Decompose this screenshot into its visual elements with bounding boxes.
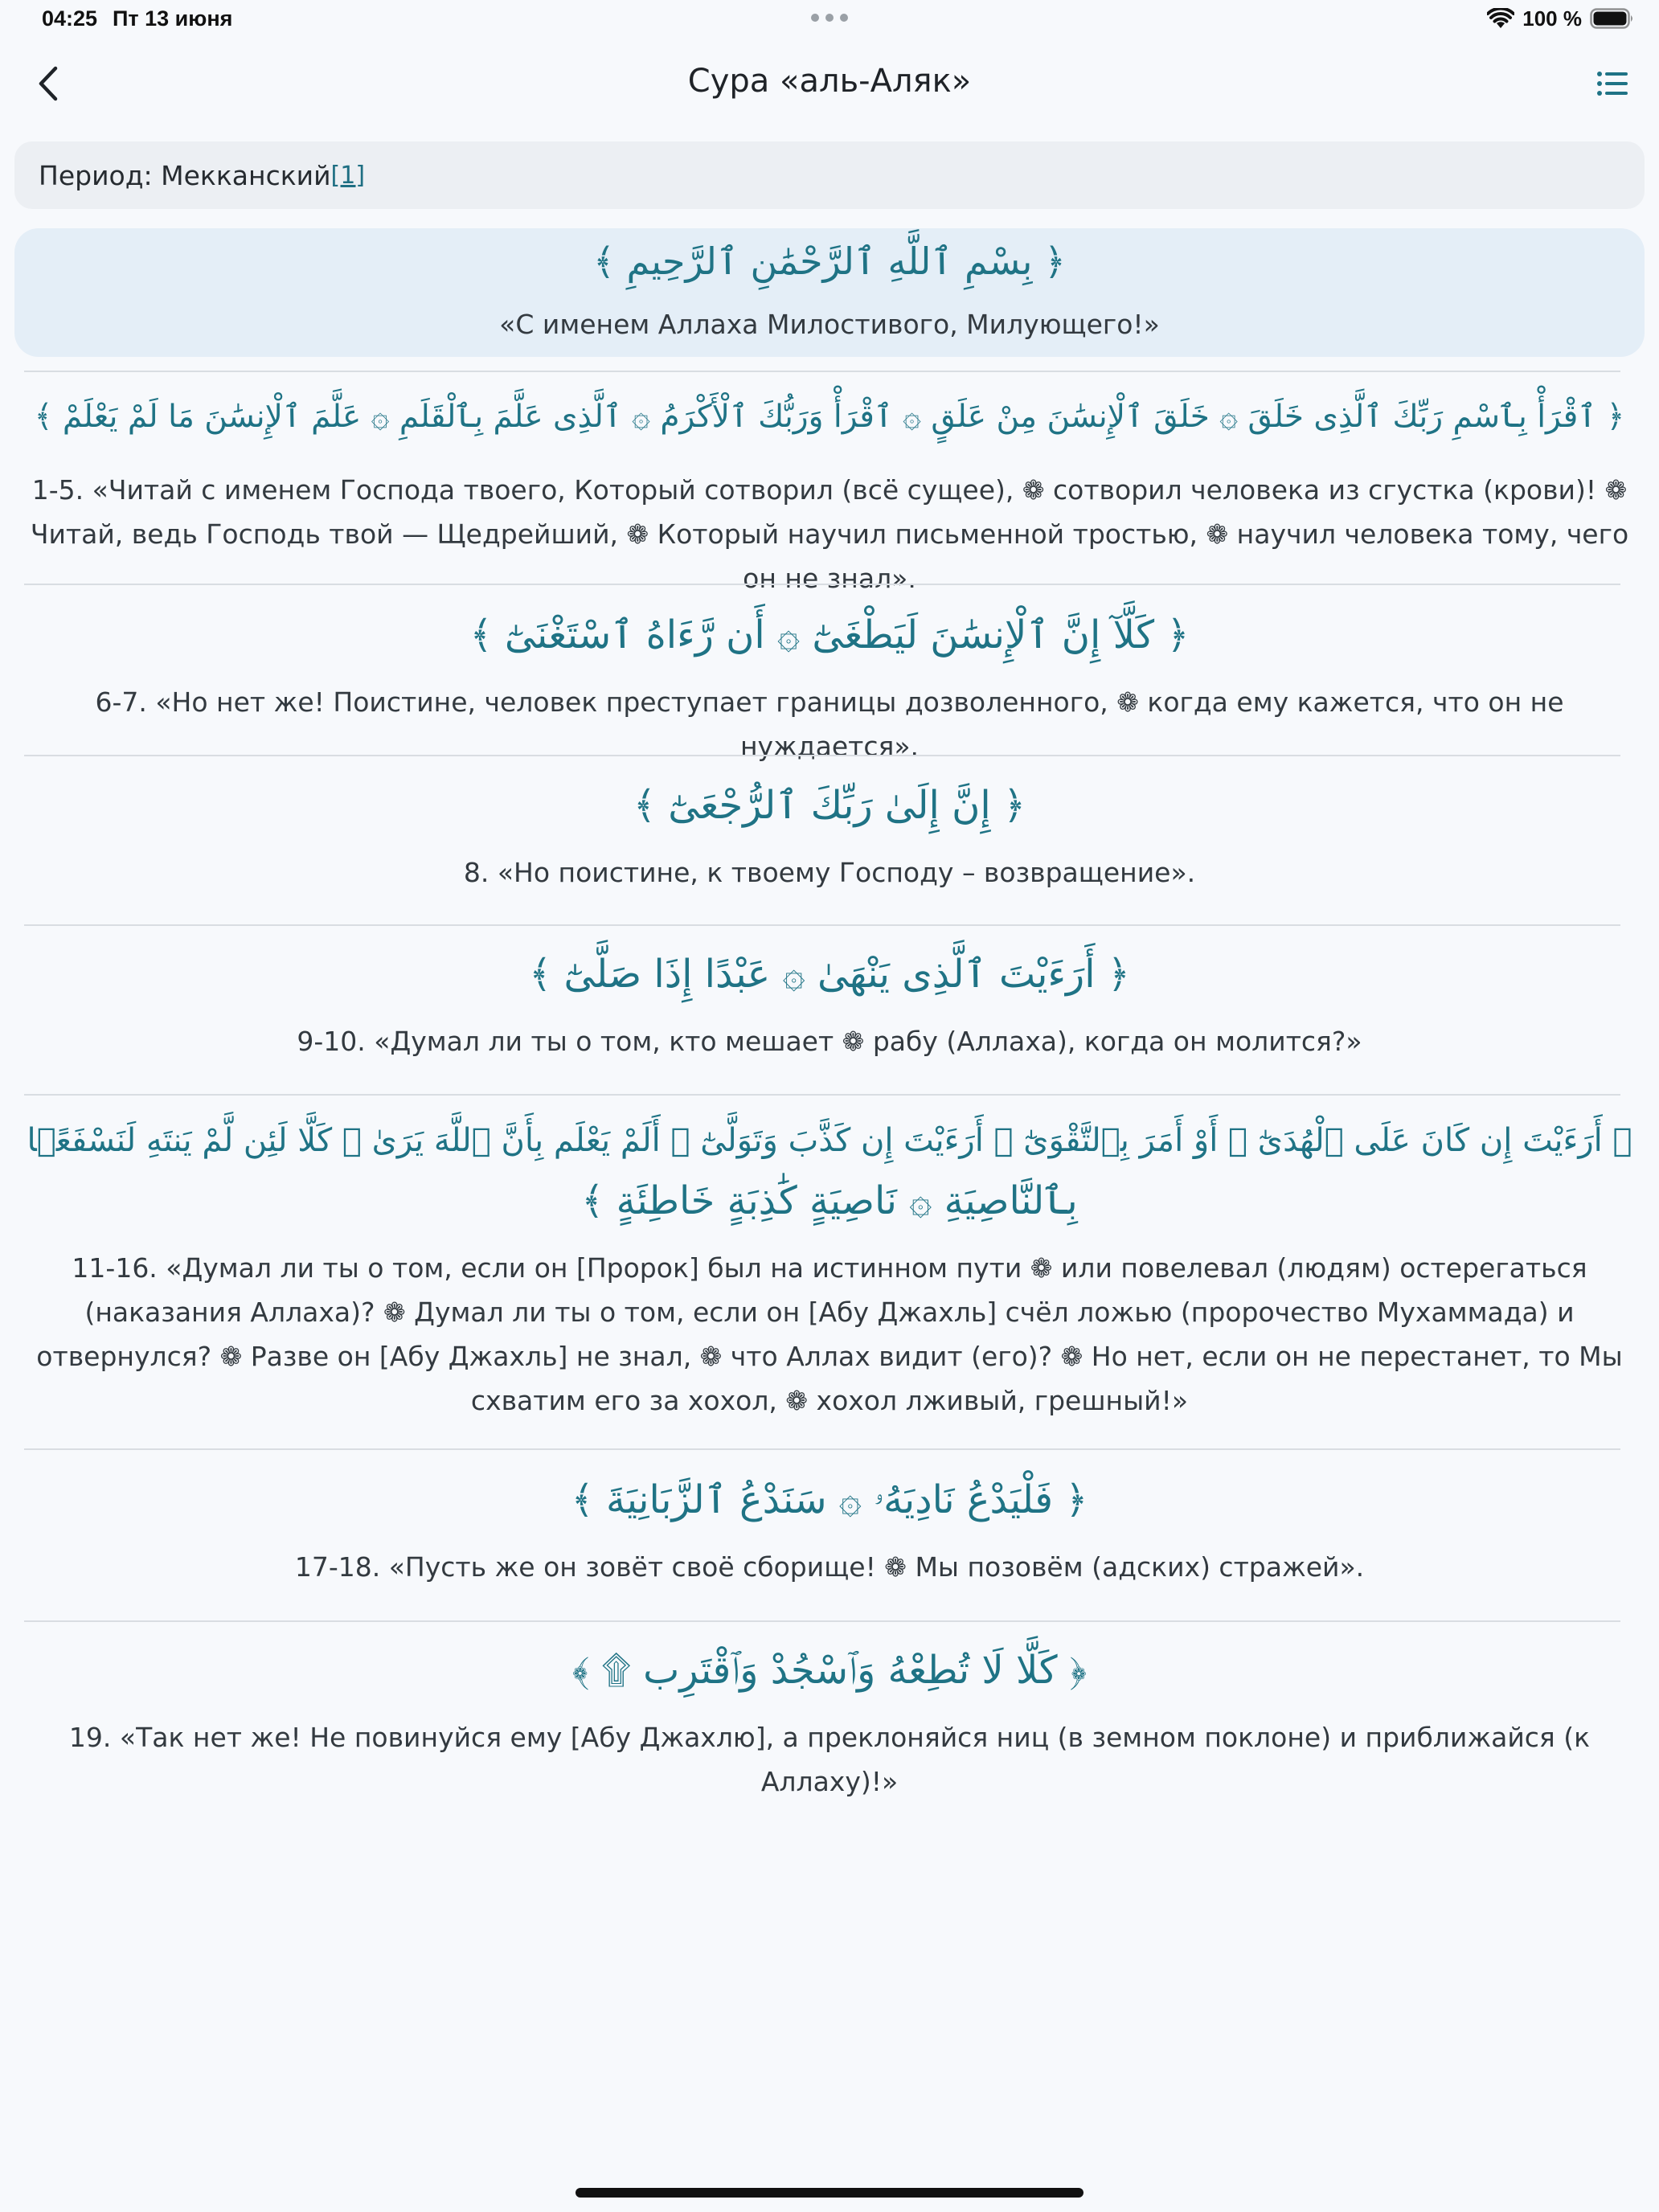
divider (24, 584, 1620, 585)
period-info (14, 141, 1645, 209)
list-icon (1596, 70, 1628, 97)
verse-arabic[interactable]: ﴿ ٱقْرَأْ بِٱسْمِ رَبِّكَ ٱلَّذِى خَلَقَ ۞ خَلَقَ ٱلْإِنسَٰنَ مِنْ عَلَقٍ ۞ ٱقْرَأْ وَرَبُّكَ ٱلْأَكْرَمُ ۞ ٱلَّذِى عَلَّمَ بِٱلْقَلَمِ ۞ عَلَّمَ ٱلْإِنسَٰنَ مَا لَمْ يَعْلَمْ ﴾ (34, 399, 1625, 435)
bismillah-translation: «С именем Аллаха Милостивого, Милующего!» (499, 309, 1160, 340)
verse-translation[interactable]: 9-10. «Думал ли ты о том, кто мешает ❁ рабу (Аллаха), когда он молится?» (297, 1026, 1362, 1057)
footnote-link[interactable]: [1] (330, 161, 366, 190)
contents-button[interactable] (1590, 61, 1635, 106)
verse-translation[interactable]: 19. «Так нет же! Не повинуйся ему [Абу Джахлю], а преклоняйся ниц (в земном поклоне) и приближайся (к Аллаху)!» (68, 1722, 1591, 1797)
divider (24, 1094, 1620, 1096)
verse-arabic[interactable]: ﴿ أَرَءَيْتَ إِن كَانَ عَلَى ٱلْهُدَىٰٓ ۞ أَوْ أَمَرَ بِٱلتَّقْوَىٰٓ ۞ أَرَءَيْتَ إِن كَذَّبَ وَتَوَلَّىٰٓ ۞ أَلَمْ يَعْلَم بِأَنَّ ٱللَّهَ يَرَىٰ ۞ كَلَّا لَئِن لَّمْ يَنتَهِ لَنَسْفَعًۢا (27, 1122, 1632, 1159)
bismillah-arabic: ﴿ بِسْمِ ٱللَّهِ ٱلرَّحْمَٰنِ ٱلرَّحِيمِ ﴾ (592, 240, 1066, 283)
page-title: Сура «аль-Аляк» (687, 63, 972, 100)
verse-translation[interactable]: 17-18. «Пусть же он зовёт своё сборище! ❁ Мы позовём (адских) стражей». (294, 1551, 1365, 1583)
period-label: Период: Мекканский (39, 159, 331, 191)
verse-arabic[interactable]: ﴿ كَلَّا لَا تُطِعْهُ وَٱسْجُدْ وَٱقْتَرِب ۩ ﴾ (571, 1648, 1088, 1693)
divider (24, 1620, 1620, 1622)
battery-icon (1590, 8, 1635, 29)
verse-translation[interactable]: 11-16. «Думал ли ты о том, если он [Пророк] был на истинном пути ❁ или повелевал (людям) остерегаться (наказания Аллаха)? ❁ Думал ли ты о том, если он [Абу Джахль] счёл ложью (пророчество Мухаммада) и отвернулся? ❁ Разве он [Абу Джахль] не знал, ❁ что Аллах видит (его)? ❁ Но нет, если он не перестанет, то Мы схватим его за хохол, ❁ хохол лживый, грешный!» (36, 1252, 1623, 1416)
status-time: 04:25 (42, 6, 98, 31)
status-indicators (1487, 5, 1635, 32)
multitasking-dots-icon[interactable] (810, 13, 849, 23)
navigation-bar (0, 48, 1659, 121)
verse-arabic[interactable]: ﴿ إِنَّ إِلَىٰ رَبِّكَ ٱلرُّجْعَىٰٓ ﴾ (633, 783, 1026, 828)
home-indicator[interactable] (576, 2188, 1083, 2198)
divider (24, 755, 1620, 756)
divider (24, 371, 1620, 372)
bismillah-card (14, 228, 1645, 357)
status-bar (0, 0, 1659, 37)
verse-translation[interactable]: 8. «Но поистине, к твоему Господу – возвращение». (463, 857, 1196, 888)
divider (24, 924, 1620, 926)
verse-arabic[interactable]: ﴿ كَلَّآ إِنَّ ٱلْإِنسَٰنَ لَيَطْغَىٰٓ ۞ أَن رَّءَاهُ ٱسْتَغْنَىٰٓ ﴾ (469, 612, 1190, 657)
verse-translation[interactable]: 1-5. «Читай с именем Господа твоего, Который сотворил (всё сущее), ❁ сотворил человека из сгустка (крови)! ❁ Читай, ведь Господь твой — Щедрейший, ❁ Который научил письменной тростью, ❁ научил человека тому, чего он не знал». (30, 474, 1629, 594)
divider (24, 1448, 1620, 1450)
wifi-icon (1487, 8, 1514, 29)
verse-arabic[interactable]: ﴿ فَلْيَدْعُ نَادِيَهُۥ ۞ سَنَدْعُ ٱلزَّبَانِيَةَ ﴾ (571, 1477, 1088, 1522)
verse-translation[interactable]: 6-7. «Но нет же! Поистине, человек преступает границы дозволенного, ❁ когда ему кажется, что он не нуждается». (95, 686, 1564, 762)
battery-percent: 100 % (1522, 6, 1582, 31)
verse-arabic[interactable]: بِٱلنَّاصِيَةِ ۞ نَاصِيَةٍ كَٰذِبَةٍ خَاطِئَةٍ ﴾ (581, 1178, 1078, 1223)
status-date: Пт 13 июня (113, 6, 233, 31)
verse-arabic[interactable]: ﴿ أَرَءَيْتَ ٱلَّذِى يَنْهَىٰ ۞ عَبْدًا إِذَا صَلَّىٰٓ ﴾ (529, 952, 1130, 997)
